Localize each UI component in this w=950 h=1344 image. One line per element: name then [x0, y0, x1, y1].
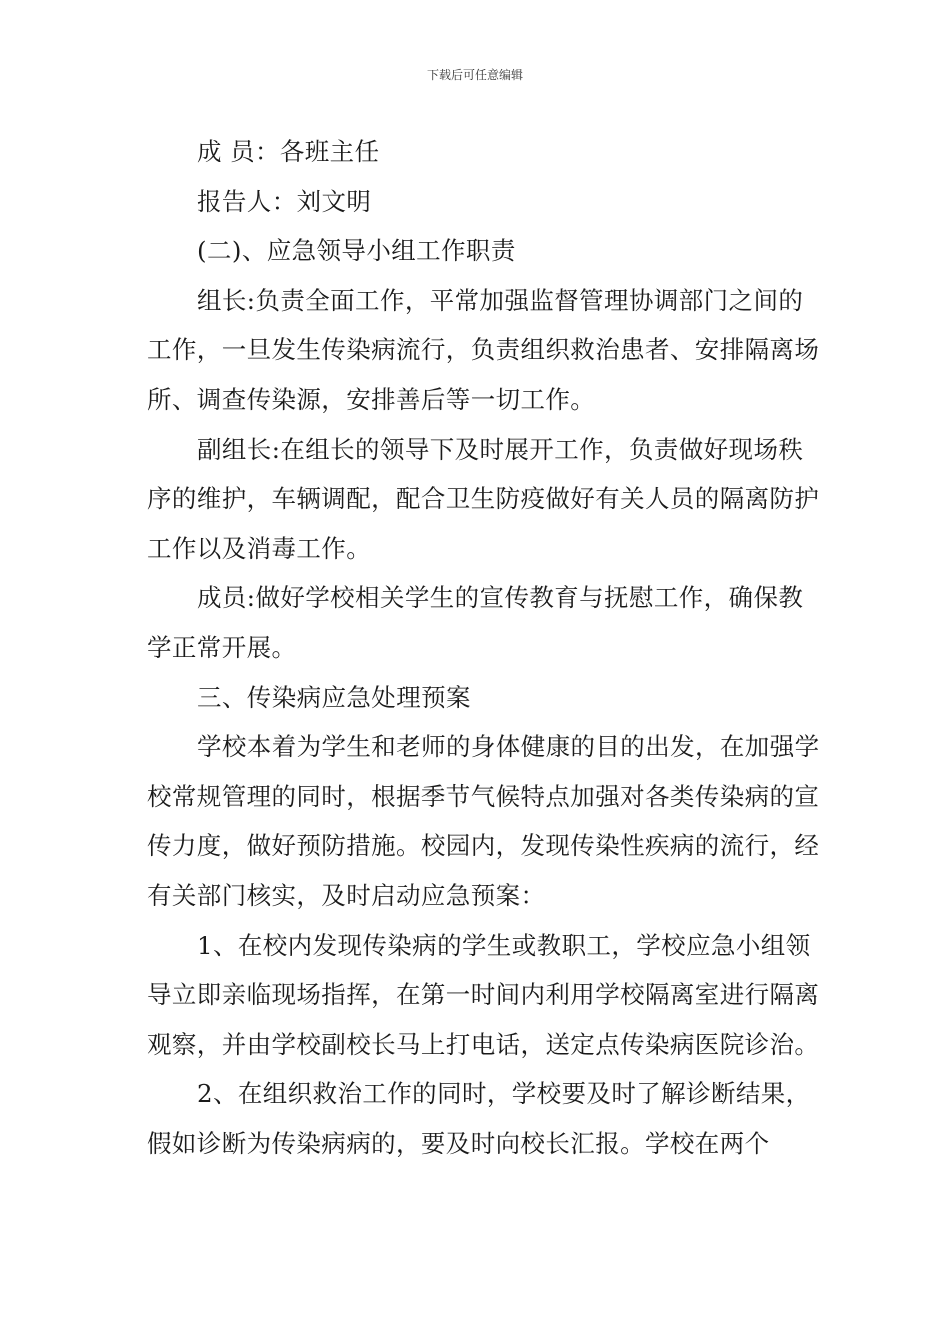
paragraph-deputy-duty: 副组长:在组长的领导下及时展开工作，负责做好现场秩序的维护，车辆调配，配合卫生防疫做好有关人员的隔离防护工作以及消毒工作。 [147, 434, 820, 563]
document-body [147, 127, 827, 1168]
paragraph-reporter: 报告人：刘文明 [197, 186, 372, 216]
paragraph-section-heading: (二)、应急领导小组工作职责 [197, 236, 516, 266]
paragraph-member-duty: 成员:做好学校相关学生的宣传教育与抚慰工作，确保教学正常开展。 [147, 583, 804, 662]
paragraph-plan-intro: 学校本着为学生和老师的身体健康的目的出发，在加强学校常规管理的同时，根据季节气候特点加强对各类传染病的宣传力度，做好预防措施。校园内，发现传染性疾病的流行，经有关部门核实，及时启动应急预案： [147, 732, 820, 910]
paragraph-plan-heading: 三、传染病应急处理预案 [197, 682, 471, 712]
paragraph-step-1: 1、在校内发现传染病的学生或教职工，学校应急小组领导立即亲临现场指挥，在第一时间内利用学校隔离室进行隔离观察，并由学校副校长马上打电话，送定点传染病医院诊治。 [147, 930, 820, 1059]
download-note: 下载后可任意编辑 [426, 68, 523, 82]
paragraph-leader-duty: 组长:负责全面工作，平常加强监督管理协调部门之间的工作，一旦发生传染病流行，负责组织救治患者、安排隔离场所、调查传染源，安排善后等一切工作。 [147, 285, 820, 414]
paragraph-step-2: 2、在组织救治工作的同时，学校要及时了解诊断结果，假如诊断为传染病病的，要及时向校长汇报。学校在两个 [147, 1079, 811, 1158]
paragraph-members: 成 员：各班主任 [197, 137, 380, 166]
